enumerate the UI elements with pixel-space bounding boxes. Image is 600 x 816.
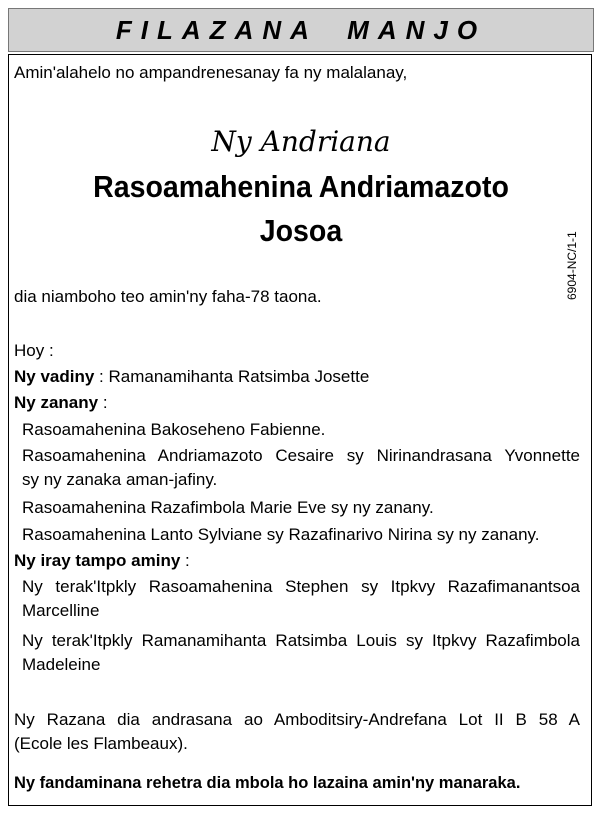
- spouse-line: [14, 367, 369, 387]
- child-item: Rasoamahenina Bakoseheno Fabienne.: [22, 420, 326, 439]
- children-label: Ny zanany: [14, 393, 99, 412]
- sibling-item-continued: Marcelline: [22, 601, 100, 620]
- children-heading: Ny zanany :: [14, 393, 108, 412]
- hoy-label: Hoy :: [14, 341, 54, 360]
- burial-text: Ny Razana dia andrasana ao Amboditsiry-Andrefana Lot II B 58 A: [14, 710, 580, 729]
- child-item-continued: sy ny zanaka aman-jafiny.: [22, 470, 218, 489]
- age-text: dia niamboho teo amin'ny faha-78 taona.: [14, 287, 322, 306]
- reference-code: 6904-NC/1-1: [565, 231, 579, 300]
- spouse-value: : Ramanamihanta Ratsimba Josette: [94, 367, 370, 386]
- notice-body: [8, 54, 592, 806]
- siblings-label: Ny iray tampo aminy: [14, 551, 181, 570]
- child-item: Rasoamahenina Andriamazoto Cesaire sy Nirinandrasana Yvonnette: [22, 446, 580, 465]
- intro-text: Amin'alahelo no ampandrenesanay fa ny malalanay,: [14, 63, 408, 82]
- child-item: Rasoamahenina Lanto Sylviane sy Razafinarivo Nirina sy ny zanany.: [22, 525, 540, 544]
- deceased-name-line1: Rasoamahenina Andriamazoto: [93, 169, 509, 204]
- child-item: Rasoamahenina Razafimbola Marie Eve sy ny zanany.: [22, 498, 434, 517]
- sibling-item: Ny terak'Itpkly Rasoamahenina Stephen sy Itpkvy Razafimanantsoa: [22, 577, 580, 596]
- closing-text: Ny fandaminana rehetra dia mbola ho lazaina amin'ny manaraka.: [14, 774, 521, 792]
- sibling-item-continued: Madeleine: [22, 655, 101, 674]
- siblings-heading: Ny iray tampo aminy :: [14, 551, 190, 570]
- notice-header-title: FILAZANA MANJO: [115, 14, 487, 45]
- sibling-item: Ny terak'Itpkly Ramanamihanta Ratsimba Louis sy Itpkvy Razafimbola: [22, 631, 580, 650]
- honorific-title: Ny Andriana: [211, 125, 391, 158]
- notice-header: [8, 8, 594, 52]
- burial-text-continued: (Ecole les Flambeaux).: [14, 734, 188, 753]
- deceased-name-line2: Josoa: [259, 213, 343, 248]
- spouse-label: Ny vadiny: [14, 367, 95, 386]
